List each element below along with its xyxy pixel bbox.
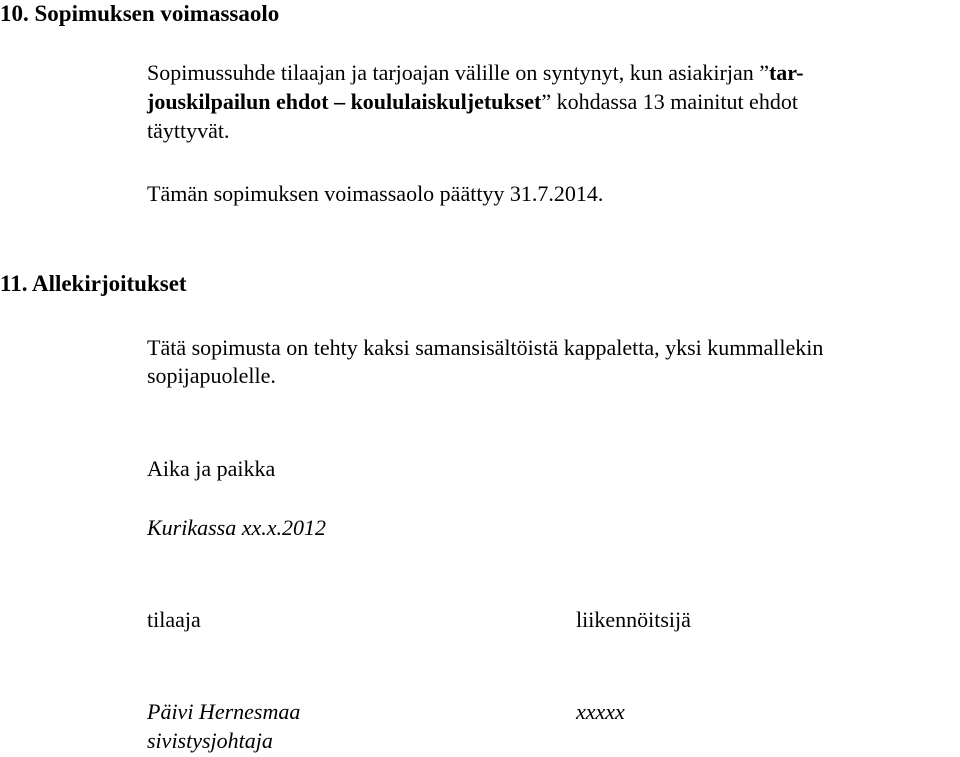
time-and-place-label: Aika ja paikka <box>147 456 276 481</box>
document-reference-bold: tar- <box>768 60 804 85</box>
section-10-paragraph-line-1 <box>147 59 804 87</box>
party-label-customer: tilaaja <box>147 607 201 632</box>
section-11-heading: 11. Allekirjoitukset <box>0 271 187 296</box>
signer-title-customer: sivistysjohtaja <box>147 728 273 753</box>
document-reference-bold: jouskilpailun ehdot – koululaiskuljetukset <box>147 89 542 114</box>
time-and-place-value: Kurikassa xx.x.2012 <box>147 515 327 540</box>
section-10-paragraph-line-2 <box>147 88 798 116</box>
paragraph-text: Sopimussuhde tilaajan ja tarjoajan välille on syntynyt, kun asiakirjan ” <box>147 60 769 85</box>
party-label-operator: liikennöitsijä <box>576 607 691 632</box>
section-11-paragraph-line-1: Tätä sopimusta on tehty kaksi samansisältöistä kappaletta, yksi kummallekin <box>147 335 824 360</box>
section-11-paragraph-line-2: sopijapuolelle. <box>147 363 276 388</box>
contract-end-date-paragraph: Tämän sopimuksen voimassaolo päättyy 31.7.2014. <box>147 181 604 206</box>
section-10-heading: 10. Sopimuksen voimassaolo <box>0 1 280 26</box>
signer-name-operator: xxxxx <box>576 699 625 724</box>
paragraph-text: ” kohdassa 13 mainitut ehdot <box>541 89 798 114</box>
signer-name-customer: Päivi Hernesmaa <box>147 699 301 724</box>
section-10-paragraph-line-3: täyttyvät. <box>147 118 230 143</box>
